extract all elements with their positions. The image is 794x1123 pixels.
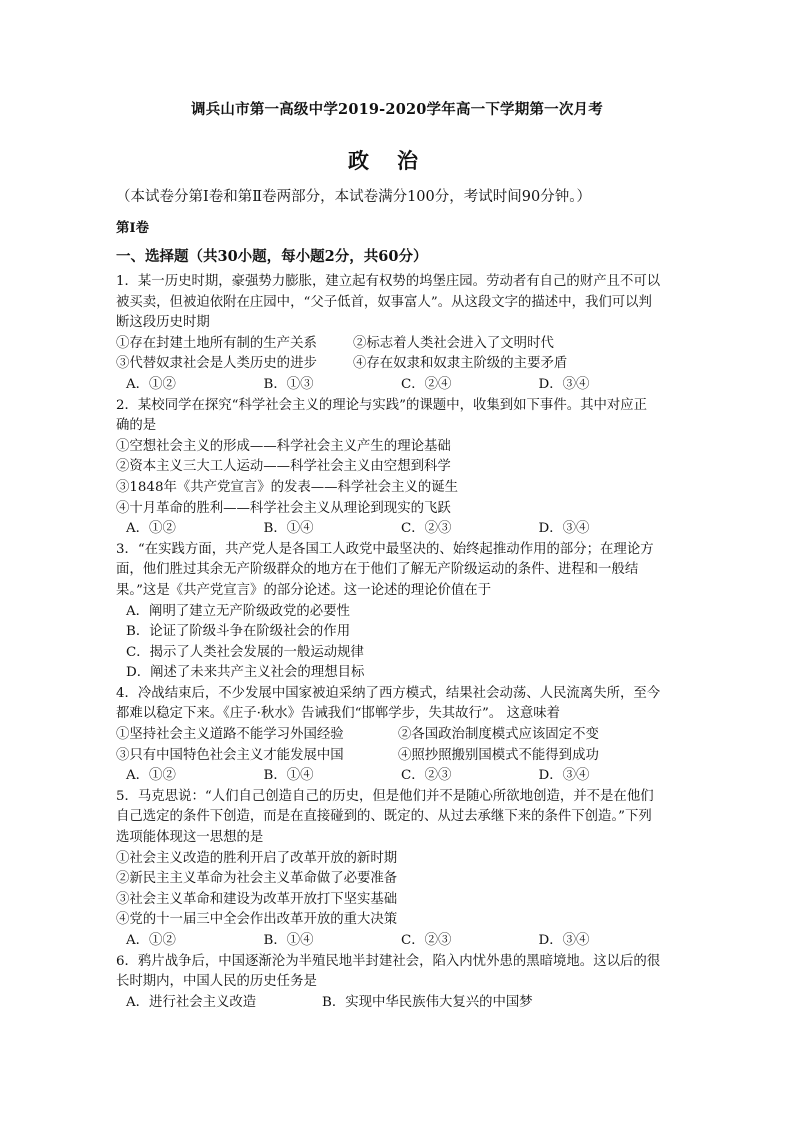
statement: ①存在封建土地所有制的生产关系 <box>116 335 317 351</box>
question-1 <box>116 272 676 396</box>
statement: ③社会主义革命和建设为改革开放打下坚实基础 <box>116 891 398 907</box>
question-stem-line: 自己选定的条件下创造，而是在直接碰到的、既定的、从过去承继下来的条件下创造。”下列 <box>116 809 652 825</box>
question-stem-line: 面，他们胜过其余无产阶级群众的地方在于他们了解无产阶级运动的条件、进程和一般结 <box>116 562 639 578</box>
option-d: D．阐述了未来共产主义社会的理想目标 <box>126 665 365 681</box>
exam-title: 调兵山市第一高级中学2019-2020学年高一下学期第一次月考 <box>191 101 603 118</box>
statement-row <box>116 334 676 355</box>
section-heading: 一、选择题（共30小题，每小题2分，共60分） <box>116 248 428 265</box>
statement: ③1848年《共产党宣言》的发表——科学社会主义的诞生 <box>116 479 459 495</box>
option-c: C．揭示了人类社会发展的一般运动规律 <box>126 644 364 660</box>
statement: ②各国政治制度模式应该固定不变 <box>398 727 599 743</box>
statement: ①社会主义改造的胜利开启了改革开放的新时期 <box>116 850 398 866</box>
option-a: A．进行社会主义改造 <box>126 994 257 1010</box>
statement: ④十月革命的胜利——科学社会主义从理论到现实的飞跃 <box>116 500 451 516</box>
option-a: A．①② <box>126 768 176 784</box>
question-stem-line: 2．某校同学在探究“科学社会主义的理论与实践”的课题中，收集到如下事件。其中对应正 <box>116 397 648 413</box>
statement: ④存在奴隶和奴隶主阶级的主要矛盾 <box>353 356 568 372</box>
question-6 <box>116 952 676 1014</box>
option-d: D．③④ <box>538 521 590 537</box>
statement-row <box>116 725 676 746</box>
option-b: B．论证了阶级斗争在阶级社会的作用 <box>126 624 351 640</box>
statement: ②新民主主义革命为社会主义革命做了必要准备 <box>116 871 398 887</box>
question-4 <box>116 684 676 787</box>
options-row <box>116 375 676 396</box>
part-heading: 第Ⅰ卷 <box>116 220 150 236</box>
statement: ③代替奴隶社会是人类历史的进步 <box>116 356 317 372</box>
question-stem-line: 确的是 <box>116 418 157 434</box>
statement: ③只有中国特色社会主义才能发展中国 <box>116 747 344 763</box>
option-c: C．②③ <box>401 933 452 948</box>
question-stem-line: 选项能体现这一思想的是 <box>116 830 264 846</box>
question-3 <box>116 540 676 684</box>
question-stem-line: 1．某一历史时期，豪强势力膨胀，建立起有权势的坞堡庄园。劳动者有自己的财产且不可以 <box>116 274 661 289</box>
option-d: D．③④ <box>538 933 590 948</box>
option-a: A．①② <box>126 933 176 948</box>
statement-row <box>116 354 676 375</box>
exam-content <box>116 218 676 1013</box>
option-a: A．①② <box>126 521 176 537</box>
options-row <box>116 931 676 952</box>
statement: ②资本主义三大工人运动——科学社会主义由空想到科学 <box>116 459 451 475</box>
statement: ②标志着人类社会进入了文明时代 <box>353 335 554 351</box>
question-stem-line: 长时期内，中国人民的历史任务是 <box>116 974 317 990</box>
question-stem-line: 果。”这是《共产党宣言》的部分论述。这一论述的理论价值在于 <box>116 582 492 598</box>
option-d: D．③④ <box>538 376 590 392</box>
statement: ④照抄照搬别国模式不能得到成功 <box>398 747 599 763</box>
option-a: A．①② <box>126 376 176 392</box>
question-stem-line: 断这段历史时期 <box>116 315 210 331</box>
statement-row <box>116 746 676 767</box>
statement: ④党的十一届三中全会作出改革开放的重大决策 <box>116 912 398 928</box>
option-d: D．③④ <box>538 768 590 784</box>
option-c: C．②③ <box>401 768 452 784</box>
option-a: A．阐明了建立无产阶级政党的必要性 <box>126 603 350 619</box>
option-c: C．②④ <box>401 376 452 392</box>
option-b: B．实现中华民族伟大复兴的中国梦 <box>322 994 533 1010</box>
question-stem-line: 3．“在实践方面，共产党人是各国工人政党中最坚决的、始终起推动作用的部分；在理论方 <box>116 541 654 557</box>
option-c: C．②③ <box>401 521 452 537</box>
question-stem-line: 都难以稳定下来。《庄子·秋水》告诫我们“邯郸学步，失其故行”。 这意味着 <box>116 706 561 722</box>
question-stem-line: 被买卖，但被迫依附在庄园中，“父子低首，奴事富人”。从这段文字的描述中，我们可以判 <box>116 294 652 310</box>
statement: ①空想社会主义的形成——科学社会主义产生的理论基础 <box>116 438 451 454</box>
subject-title: 政治 <box>348 148 446 173</box>
option-b: B．①④ <box>263 521 314 537</box>
options-row <box>116 993 676 1014</box>
question-stem-line: 4．冷战结束后，不少发展中国家被迫采纳了西方模式，结果社会动荡、人民流离失所，至今 <box>116 685 661 701</box>
question-5 <box>116 787 676 952</box>
statement: ①坚持社会主义道路不能学习外国经验 <box>116 727 344 743</box>
options-row <box>116 766 676 787</box>
question-stem-line: 5．马克思说：“人们自己创造自己的历史，但是他们并不是随心所欲地创造，并不是在他们 <box>116 788 654 804</box>
option-b: B．①④ <box>263 933 314 948</box>
options-row <box>116 519 676 540</box>
question-2 <box>116 396 676 540</box>
exam-note: （本试卷分第Ⅰ卷和第Ⅱ卷两部分，本试卷满分100分，考试时间90分钟。） <box>116 189 591 205</box>
option-b: B．①③ <box>263 376 314 392</box>
question-stem-line: 6．鸦片战争后，中国逐渐沦为半殖民地半封建社会，陷入内忧外患的黑暗境地。这以后的很 <box>116 953 661 969</box>
option-b: B．①④ <box>263 768 314 784</box>
